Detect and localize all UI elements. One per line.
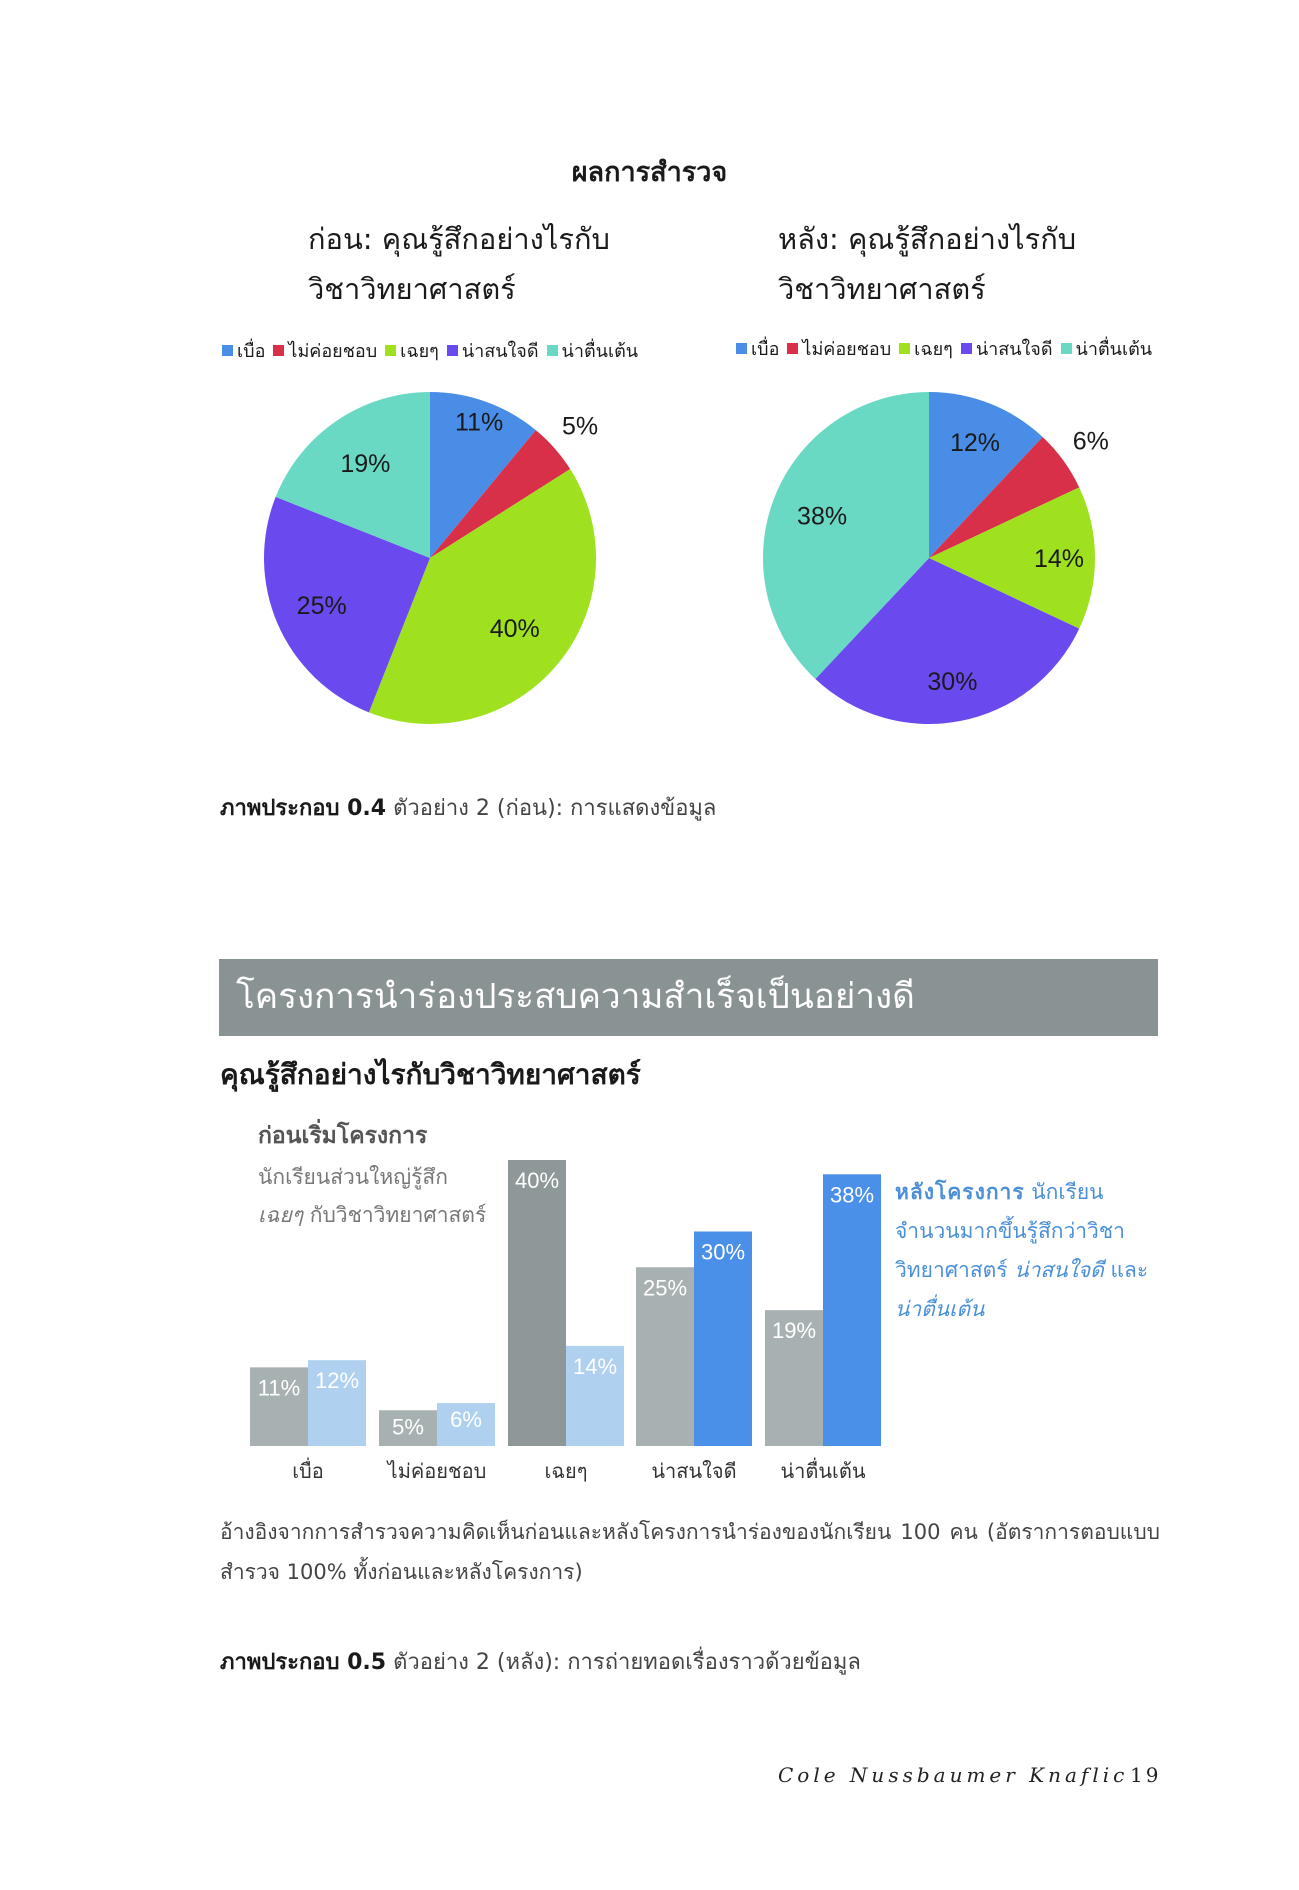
before-note-title: ก่อนเริ่มโครงการ [258,1123,428,1149]
bar-value-label: 25% [642,1275,688,1301]
pie-slice-label: 19% [340,449,391,478]
bar-value-label: 11% [257,1375,301,1401]
after-note-text: นักเรียนจำนวนมากขึ้นรู้สึกว่าวิชาวิทยาศาสตร์ [895,1180,1125,1282]
before-note-italic: เฉยๆ [258,1203,304,1227]
legend-label: น่าสนใจดี [975,339,1053,360]
bar-before [508,1160,566,1446]
pie-slice-label: 11% [455,408,504,437]
bar-value-label: 38% [829,1182,875,1208]
pie-slice-label: 30% [927,667,978,696]
bar-value-label: 12% [314,1368,360,1394]
figure-label: ภาพประกอบ 0.4 [220,796,387,821]
legend-label: เฉยๆ [914,339,953,360]
pie-before-title: ก่อน: คุณรู้สึกอย่างไรกับ วิชาวิทยาศาสตร์ [308,222,610,306]
before-note-line2: กับวิชาวิทยาศาสตร์ [303,1203,487,1227]
bar-category-label: เฉยๆ [544,1459,588,1483]
pie-slice-label: 40% [489,615,540,644]
figure-label: ภาพประกอบ 0.5 [220,1650,387,1675]
legend-label: น่าตื่นเต้น [1075,339,1153,360]
pie-slice-label: 38% [797,502,848,531]
pie-slice-label: 12% [949,428,1001,457]
source-note: อ้างอิงจากการสำรวจความคิดเห็นก่อนและหลังโครงการนำร่องของนักเรียน 100 คน (อัตราการตอบแบบสำรวจ 100% ทั้งก่อนและหลังโครงการ) [220,1520,1160,1584]
bar-value-label: 6% [450,1407,482,1433]
figure-caption-text: ตัวอย่าง 2 (หลัง): การถ่ายทอดเรื่องราวด้วยข้อมูล [386,1650,861,1675]
bar-value-label: 19% [771,1318,817,1344]
bar-category-label: น่าตื่นเต้น [780,1459,866,1483]
pie-after-title: หลัง: คุณรู้สึกอย่างไรกับ วิชาวิทยาศาสตร์ [778,222,1077,306]
legend-label: เบื่อ [751,339,780,360]
legend-label: เฉยๆ [400,341,439,362]
headline-banner-text: โครงการนำร่องประสบความสำเร็จเป็นอย่างดี [236,977,915,1017]
legend-label: ไม่ค่อยชอบ [802,339,892,360]
bar-after [823,1174,881,1446]
pie-slice-label: 5% [561,412,599,441]
bar-chart-title: คุณรู้สึกอย่างไรกับวิชาวิทยาศาสตร์ [220,1058,641,1091]
bar-value-label: 14% [572,1353,618,1379]
after-note-highlight: หลังโครงการ [895,1180,1025,1204]
before-note-line1: นักเรียนส่วนใหญ่รู้สึก [258,1165,448,1189]
bar-category-label: เบื่อ [292,1459,324,1483]
pie-slice-label: 25% [296,591,347,620]
figure-caption-0-5 [220,1644,861,1679]
bar-value-label: 30% [700,1239,746,1265]
legend-label: น่าตื่นเต้น [561,341,639,362]
legend-label: น่าสนใจดี [461,341,539,362]
pie-slice-label: 14% [1033,545,1085,573]
bar-value-label: 40% [514,1168,560,1193]
bar-category-label: ไม่ค่อยชอบ [387,1459,487,1483]
pie-slice-label: 6% [1072,427,1109,456]
legend-label: ไม่ค่อยชอบ [288,341,378,362]
after-note-italic: น่าตื่นเต้น [895,1297,985,1321]
figure-caption-text: ตัวอย่าง 2 (ก่อน): การแสดงข้อมูล [386,796,717,821]
survey-title: ผลการสำรวจ [571,157,728,188]
legend-label: เบื่อ [237,341,266,362]
after-note-text: และ [1103,1258,1149,1282]
after-note-italic: น่าสนใจดี [1014,1258,1104,1282]
bar-value-label: 5% [392,1414,424,1440]
page-number: 19 [1130,1763,1162,1787]
bar-category-label: น่าสนใจดี [651,1459,737,1483]
footer-author: Cole Nussbaumer Knaflic [778,1763,1129,1787]
